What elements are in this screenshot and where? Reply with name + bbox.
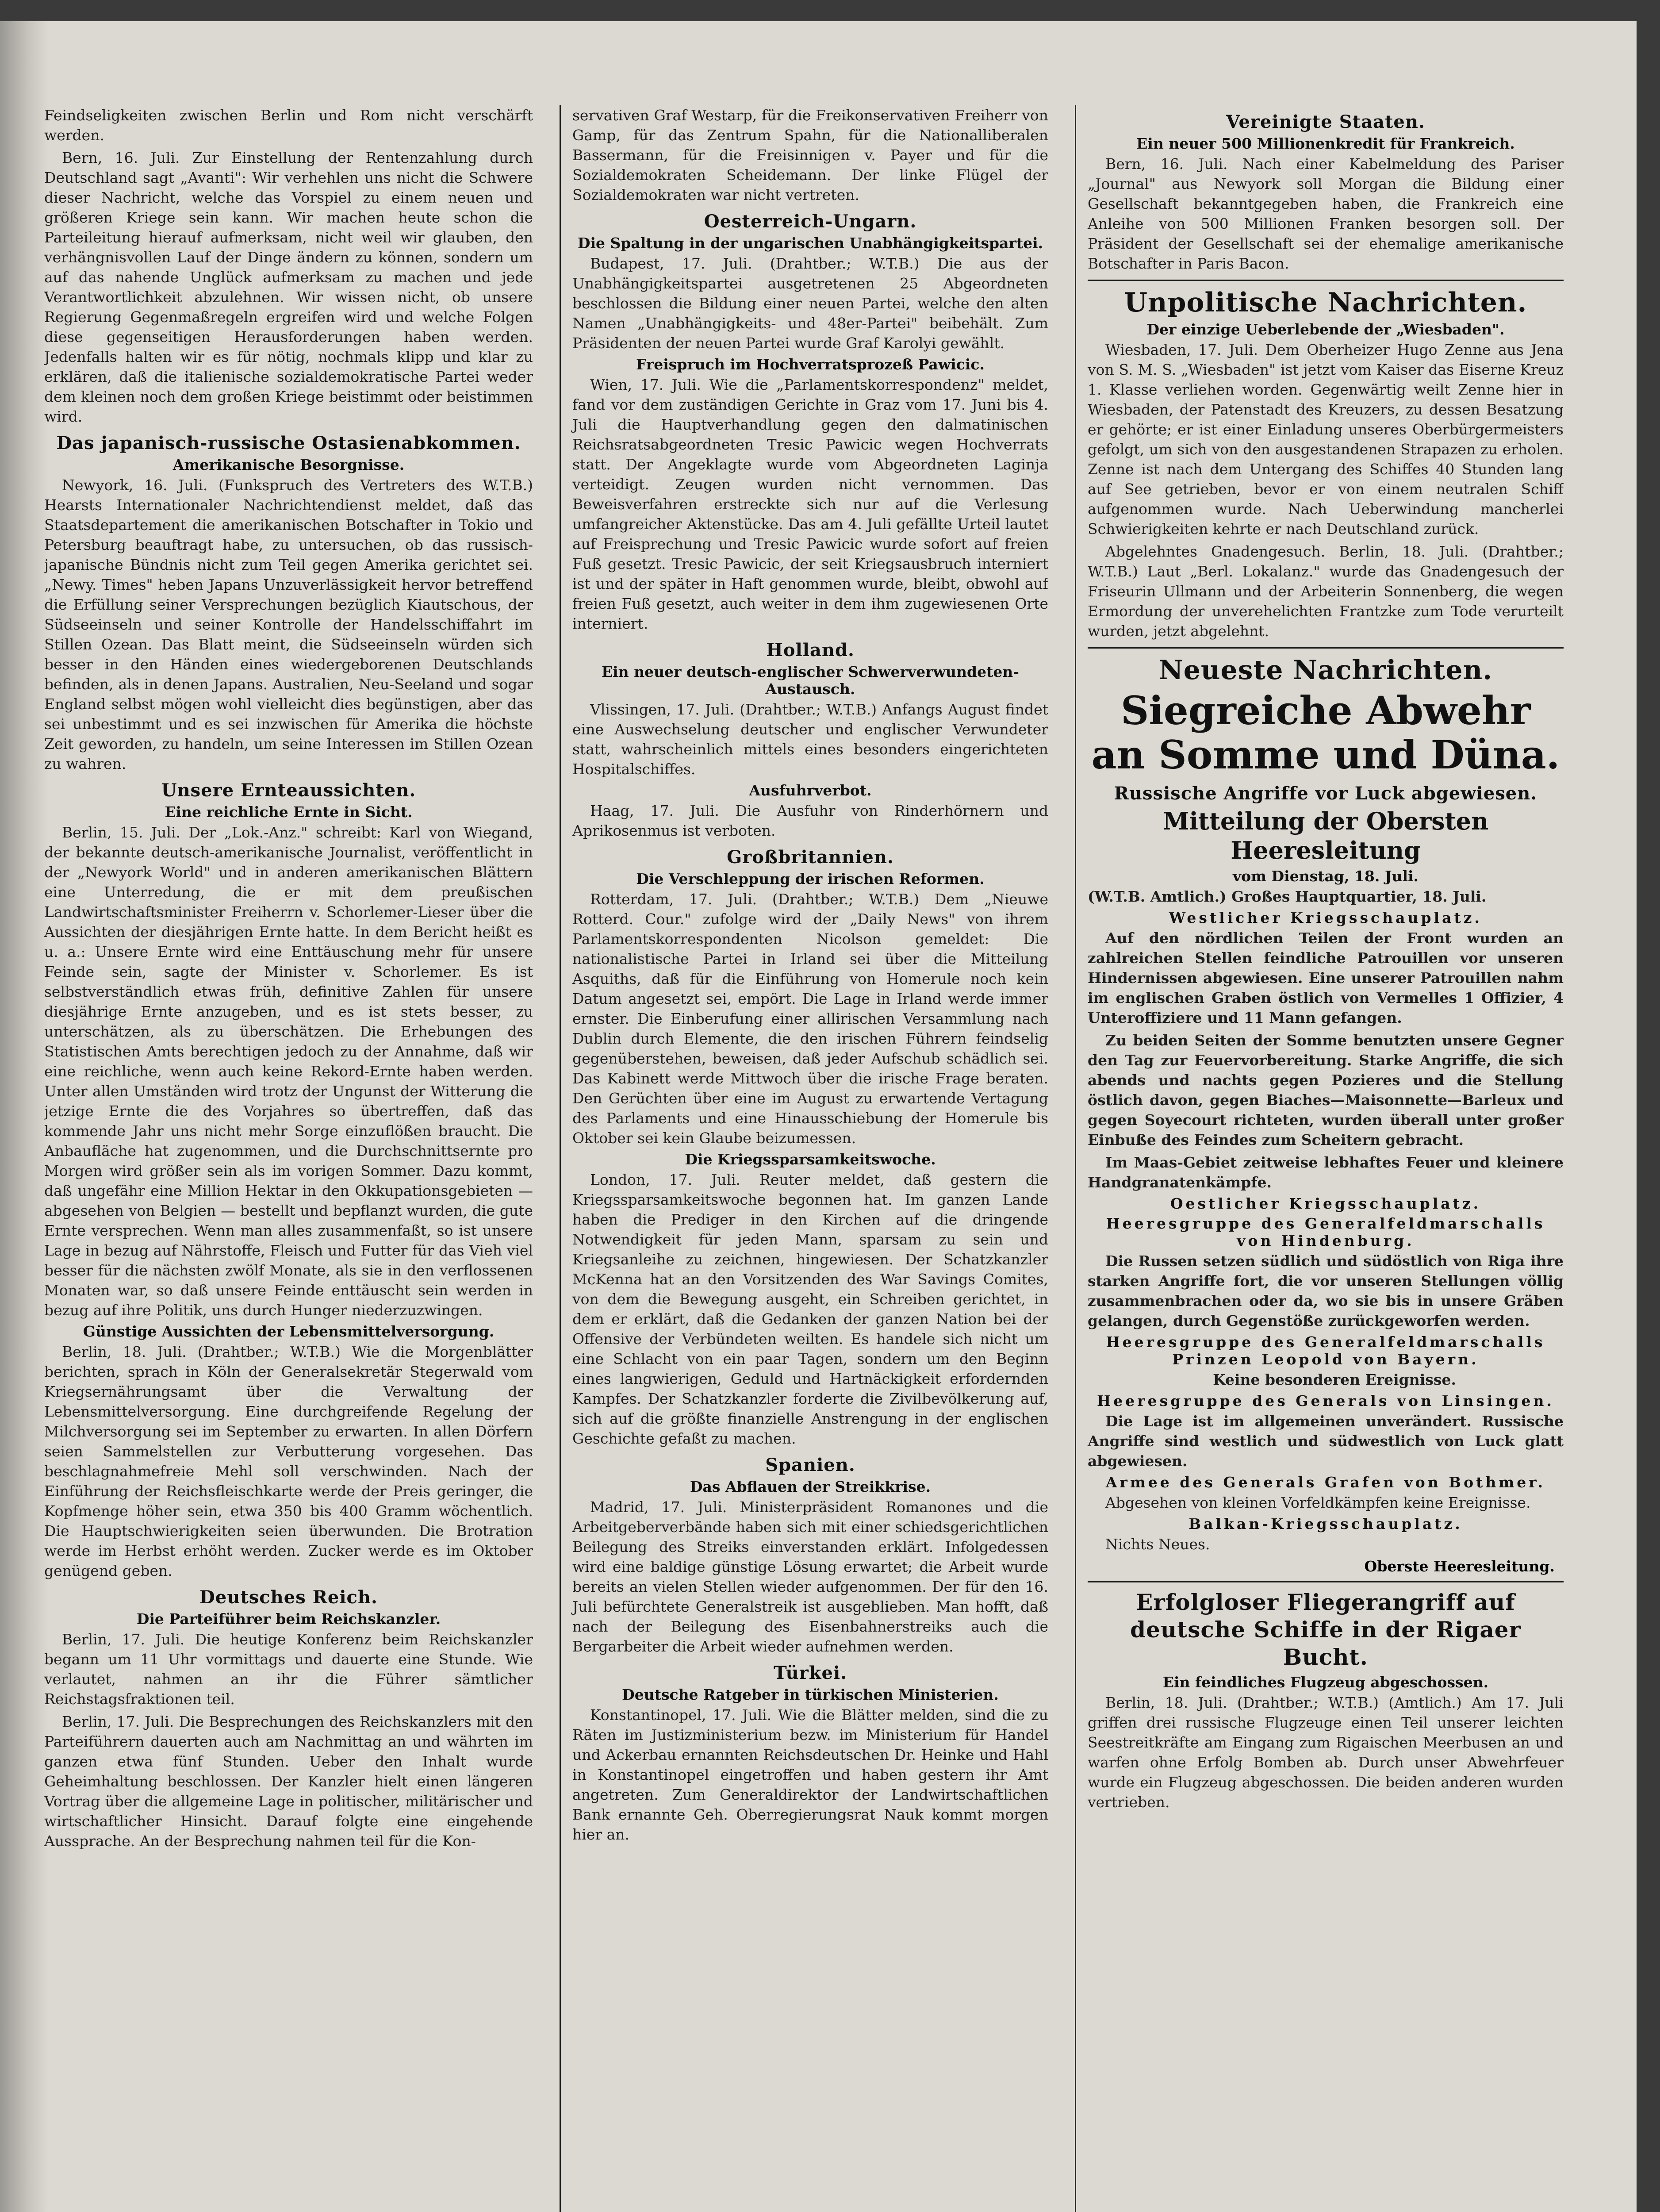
subheading: Ein feindliches Flugzeug abgeschossen. [1162, 1674, 1489, 1691]
article-paragraph: Feindseligkeiten zwischen Berlin und Rom nicht verschärft werden. [44, 107, 533, 144]
article-paragraph: London, 17. Juli. Reuter meldet, daß gestern die Kriegssparsamkeitswoche begonnen hat. Im ganzen Lande haben die Prediger in den Kirchen auf die dringende Notwendigkeit für jeden Mann, sparsam zu sein und Kriegsanleihe zu zeichnen, hingewiesen. Der Schatzkanzler McKenna hat an den Vorsitzenden des War Savings Comites, von dem die Bewegung ausgeht, ein Schreiben gerichtet, in dem er erklärt, daß die Gedanken der ganzen Nation bei der Offensive der Verbündeten weilten. Es handele sich nicht um eine Schlacht von ein paar Tagen, sondern um den Beginn eines langwierigen, Geduld und Hartnäckigkeit erfordernden Kampfes. Der Schatzkanzler forderte die Zivilbevölkerung auf, sich auf die größte finanzielle Anstrengung in der englischen Geschichte gefaßt zu machen. [572, 1171, 1048, 1447]
article-paragraph: Die Lage ist im allgemeinen unverändert. Russische Angriffe sind westlich und südwestlich von Luck glatt abgewiesen. [1088, 1413, 1564, 1470]
divider [1088, 280, 1564, 281]
subheading: Amerikanische Besorgnisse. [173, 456, 405, 473]
section-heading: Unpolitische Nachrichten. [1124, 287, 1527, 318]
signoff: Oberste Heeresleitung. [1364, 1558, 1555, 1575]
section-heading: Türkei. [773, 1663, 847, 1683]
subheading: Die Kriegssparsamkeitswoche. [685, 1151, 936, 1168]
divider [1088, 1581, 1564, 1582]
section-heading: Spanien. [765, 1455, 855, 1475]
subheading: Heeresgruppe des Generalfeldmarschalls von Hindenburg. [1106, 1215, 1545, 1249]
section-heading: Holland. [766, 640, 855, 661]
columns [44, 105, 1601, 2212]
column-3 [1075, 105, 1564, 2212]
article-paragraph: Madrid, 17. Juli. Ministerpräsident Romanones und die Arbeitgeberverbände haben sich mit einer schiedsgerichtlichen Beilegung des Streiks einverstanden erklärt. Infolgedessen wird eine baldige günstige Lösung erwartet; die Arbeit wurde bereits an vielen Stellen wieder aufgenommen. Der für den 16. Juli befürchtete Generalstreik ist ausgeblieben. Man hofft, daß nach der Beilegung des Eisenbahnerstreiks auch die Bergarbeiter die Arbeit wieder aufnehmen werden. [572, 1498, 1048, 1655]
section-heading: Das japanisch-russische Ostasienabkommen. [56, 433, 521, 453]
article-paragraph: Budapest, 17. Juli. (Drahtber.; W.T.B.) Die aus der Unabhängigkeitspartei ausgetretenen 25 Abgeordneten beschlossen die Bildung einer neuen Partei, welche den alten Namen „Unabhängigkeits- und 48er-Partei" beibehält. Zum Präsidenten der neuen Partei wurde Graf Karolyi gewählt. [572, 255, 1048, 352]
article-paragraph: Nichts Neues. [1105, 1536, 1210, 1553]
article-paragraph: Auf den nördlichen Teilen der Front wurden an zahlreichen Stellen feindliche Patrouillen vor unseren Hindernissen abgewiesen. Eine unserer Patrouillen nahm im englischen Graben östlich von Vermelles 1 Offizier, 4 Unteroffiziere und 11 Mann gefangen. [1088, 929, 1564, 1026]
article-paragraph: Abgelehntes Gnadengesuch. Berlin, 18. Juli. (Drahtber.; W.T.B.) Laut „Berl. Lokalanz." wurde das Gnadengesuch der Friseurin Ullmann und der Arbeiterin Sonnenberg, die wegen Ermordung der unverehelichten Frantzke zum Tode verurteilt wurden, jetzt abgelehnt. [1088, 543, 1564, 640]
newspaper-page [0, 21, 1637, 2212]
article-paragraph: Berlin, 17. Juli. Die Besprechungen des Reichskanzlers mit den Parteiführern dauerten auch am Nachmittag an und währten im ganzen etwa fünf Stunden. Ueber den Inhalt wurde Geheimhaltung beschlossen. Der Kanzler hielt einen längeren Vortrag über die allgemeine Lage in politischer, militärischer und wirtschaftlicher Hinsicht. Darauf folgte eine eingehende Aussprache. An der Besprechung nahmen teil für die Kon- [44, 1713, 533, 1850]
subheading: Günstige Aussichten der Lebensmittelversorgung. [83, 1323, 495, 1340]
subheading: Die Verschleppung der irischen Reformen. [636, 870, 985, 887]
report-date: vom Dienstag, 18. Juli. [1232, 868, 1419, 885]
article-paragraph: Im Maas-Gebiet zeitweise lebhaftes Feuer und kleinere Handgranatenkämpfe. [1088, 1154, 1564, 1191]
article-paragraph: Die Russen setzen südlich und südöstlich von Riga ihre starken Angriffe fort, die vor unseren Stellungen völlig zusammenbrachen oder da, wo sie bis in unsere Gräben gelangen, durch Gegenstöße zurückgeworfen werden. [1088, 1252, 1564, 1329]
section-heading: Vereinigte Staaten. [1226, 111, 1425, 132]
subheading: Ausfuhrverbot. [749, 782, 872, 799]
article-paragraph: Bern, 16. Juli. Nach einer Kabelmeldung des Pariser „Journal" aus Newyork soll Morgan die Bildung einer Gesellschaft bekanntgegeben haben, die Frankreich eine Anleihe von 500 Millionen Franken besorgen soll. Der Präsident der Gesellschaft sei der ehemalige amerikanische Botschafter in Paris Bacon. [1088, 155, 1564, 272]
article-paragraph: Wiesbaden, 17. Juli. Dem Oberheizer Hugo Zenne aus Jena von S. M. S. „Wiesbaden" ist jetzt vom Kaiser das Eiserne Kreuz 1. Klasse verliehen worden. Gegenwärtig weilt Zenne hier in Wiesbaden, der Patenstadt des Kreuzers, zu dessen Besatzung er gehörte; er ist einer Einladung unseres Oberbürgermeisters gefolgt, um sich von den ausgestandenen Strapazen zu erholen. Zenne ist nach dem Untergang des Schiffes 40 Stunden lang auf See getrieben, bevor er von einem neutralen Schiff aufgenommen wurde. Nach Ueberwindung mancherlei Schwierigkeiten kehrte er nach Deutschland zurück. [1088, 341, 1564, 538]
article-paragraph: Abgesehen von kleinen Vorfeldkämpfen keine Ereignisse. [1105, 1494, 1531, 1511]
article-paragraph: servativen Graf Westarp, für die Freikonservativen Freiherr von Gamp, für das Zentrum Spahn, für die Nationalliberalen Bassermann, für die Freisinnigen v. Payer und für die Sozialdemokraten Scheidemann. Der linke Flügel der Sozialdemokraten war nicht vertreten. [572, 107, 1048, 204]
page-binding-shadow [0, 21, 49, 2212]
article-paragraph: Berlin, 18. Juli. (Drahtber.; W.T.B.) (Amtlich.) Am 17. Juli griffen drei russische Flugzeuge einen Teil unserer leichten Seestreitkräfte am Eingang zum Rigaischen Meerbusen an und warfen ohne Erfolg Bomben ab. Durch unser Abwehrfeuer wurde ein Flugzeug abgeschossen. Die beiden anderen wurden vertrieben. [1088, 1694, 1564, 1811]
subheading: Deutsche Ratgeber in türkischen Ministerien. [622, 1686, 999, 1703]
article-paragraph: Konstantinopel, 17. Juli. Wie die Blätter melden, sind die zu Räten im Justizministerium bezw. im Ministerium für Handel und Ackerbau ernannten Reichsdeutschen Dr. Heinke und Hahl in Konstantinopel eingetroffen und haben gestern ihr Amt angetreten. Zum Generaldirektor der Landwirtschaftlichen Bank ernannte Geh. Oberregierungsrat Nauk kommt morgen hier an. [572, 1706, 1048, 1843]
article-paragraph: Wien, 17. Juli. Wie die „Parlamentskorrespondenz" meldet, fand vor dem zuständigen Gerichte in Graz vom 17. Juni bis 4. Juli die Hauptverhandlung gegen den dalmatinischen Reichsratsabgeordneten Tresic Pawicic wegen Hochverrats statt. Der Angeklagte wurde vom Abgeordneten Laginja verteidigt. Zeugen wurden nicht vernommen. Das Beweisverfahren erstreckte sich nur auf die Verlesung umfangreicher Aktenstücke. Das am 4. Juli gefällte Urteil lautet auf Freisprechung und Tresic Pawicic wurde sofort auf freien Fuß gesetzt. Tresic Pawicic, der seit Kriegsausbruch interniert ist und der später in Haft genommen wurde, bleibt, obwohl auf freien Fuß gesetzt, auch weiter in dem ihm zugewiesenen Orte interniert. [572, 376, 1048, 632]
column-1 [44, 105, 533, 2212]
article-paragraph: Vlissingen, 17. Juli. (Drahtber.; W.T.B.) Anfangs August findet eine Auswechselung deutscher und englischer Verwundeter statt, wahrscheinlich mittels eines besonders eingerichteten Hospitalschiffes. [572, 701, 1048, 778]
subheading: Die Parteiführer beim Reichskanzler. [136, 1610, 441, 1628]
section-heading: Großbritannien. [727, 847, 894, 868]
article-paragraph: Zu beiden Seiten der Somme benutzten unsere Gegner den Tag zur Feuervorbereitung. Starke Angriffe, die sich abends und nachts gegen Pozieres und die Stellung östlich davon, gegen Biaches—Maisonnette—Barleux und gegen Soyecourt richteten, wurden überall unter großer Einbuße des Feindes zum Scheitern gebracht. [1088, 1032, 1564, 1148]
subheading: Die Spaltung in der ungarischen Unabhängigkeitspartei. [577, 234, 1043, 252]
section-heading: Neueste Nachrichten. [1158, 655, 1493, 686]
subheading: Heeresgruppe des Generalfeldmarschalls Prinzen Leopold von Bayern. [1106, 1333, 1545, 1368]
subheading: Balkan-Kriegsschauplatz. [1188, 1515, 1463, 1532]
section-heading: Erfolgloser Fliegerangriff auf deutsche Schiffe in der Rigaer Bucht. [1130, 1589, 1521, 1670]
dateline: (W.T.B. Amtlich.) Großes Hauptquartier, 18. Juli. [1088, 888, 1487, 905]
section-heading: Oesterreich-Ungarn. [704, 211, 917, 232]
article-paragraph: Berlin, 17. Juli. Die heutige Konferenz beim Reichskanzler begann um 11 Uhr vormittags und dauerte eine Stunde. Wie verlautet, nahmen an ihr die Führer sämtlicher Reichstagsfraktionen teil. [44, 1631, 533, 1708]
report-title: Mitteilung der Obersten Heeresleitung [1162, 807, 1489, 864]
headline: Siegreiche Abwehr an Somme und Düna. [1091, 687, 1560, 778]
section-heading: Deutsches Reich. [199, 1587, 378, 1608]
article-paragraph: Berlin, 18. Juli. (Drahtber.; W.T.B.) Wie die Morgenblätter berichten, sprach in Köln der Generalsekretär Stegerwald vom Kriegsernährungsamt über die Verwaltung der Lebensmittelversorgung. Eine durchgreifende Regelung der Milchversorgung sei im September zu erwarten. In allen Dörfern seien Sammelstellen zur Verbutterung vorgesehen. Das beschlagnahmefreie Mehl soll verschwinden. Nach der Einführung der Reichsfleischkarte werde der Preis geringer, die Kopfmenge höher sein, etwa 350 bis 400 Gramm wöchentlich. Die Hauptschwierigkeiten seien überwunden. Die Brotration werde im Herbst erhöht werden. Zucker werde es im Oktober genügend geben. [44, 1343, 533, 1579]
article-paragraph: Keine besonderen Ereignisse. [1213, 1371, 1456, 1388]
divider [1088, 647, 1564, 649]
column-2 [560, 105, 1048, 2212]
subheading: Westlicher Kriegsschauplatz. [1169, 909, 1482, 926]
article-paragraph: Newyork, 16. Juli. (Funkspruch des Vertreters des W.T.B.) Hearsts Internationaler Nachrichtendienst meldet, daß das Staatsdepartement die amerikanischen Botschafter in Tokio und Petersburg beauftragt habe, zu untersuchen, ob das russisch-japanische Bündnis nicht zum Teil gegen Amerika gerichtet sei. „Newy. Times" heben Japans Unzuverlässigkeit hervor betreffend die Erfüllung seiner Versprechungen bezüglich Kiautschous, der Südseeinseln und seiner Kontrolle der Handelsschiffahrt im Stillen Ozean. Das Blatt meint, die Südseeinseln würden sich besser in den Händen eines wiedergeborenen Deutschlands befinden, als in denen Japans. Australien, Neu-Seeland und sogar England selbst mögen wohl vielleicht dies begünstigen, aber das sei unbestimmt und es sei inzwischen für Amerika die höchste Zeit geworden, zu handeln, um seine Interessen im Stillen Ozean zu wahren. [44, 476, 533, 772]
subheading: Ein neuer deutsch-englischer Schwerverwundeten-Austausch. [601, 663, 1019, 698]
section-heading: Unsere Ernteaussichten. [161, 780, 416, 801]
subheading: Der einzige Ueberlebende der „Wiesbaden". [1146, 321, 1505, 338]
article-paragraph: Rotterdam, 17. Juli. (Drahtber.; W.T.B.) Dem „Nieuwe Rotterd. Cour." zufolge wird der „Daily News" von ihrem Parlamentskorrespondenten Nicolson gemeldet: Die nationalistische Partei in Irland sei über die Mitteilung Asquiths, daß für die Einführung von Homerule noch kein Datum angesetzt sei, empört. Die Lage in Irland werde immer ernster. Die Einberufung einer allirischen Versammlung nach Dublin durch Elemente, die den irischen Führern feindselig gegenüberstehen, beweisen, daß jeder Aufschub schädlich sei. Das Kabinett werde Mittwoch über die irische Frage beraten. Den Gerüchten über eine im August zu erwartende Vertagung des Parlaments und eine Hinausschiebung der Homerule bis Oktober sei kein Glaube beizumessen. [572, 891, 1048, 1147]
article-paragraph: Berlin, 15. Juli. Der „Lok.-Anz." schreibt: Karl von Wiegand, der bekannte deutsch-amerikanische Journalist, veröffentlicht in der „Newyork World" und in anderen amerikanischen Blättern eine Unterredung, die er mit dem preußischen Landwirtschaftsminister Freiherrn v. Schorlemer-Lieser über die Aussichten der diesjährigen Ernte hatte. In dem Bericht heißt es u. a.: Unsere Ernte wird eine Enttäuschung mehr für unsere Feinde sein, sagte der Minister v. Schorlemer. Es ist selbstverständlich etwas früh, definitive Zahlen für unsere diesjährige Ernte anzugeben, und es ist stets besser, zu unterschätzen, als zu überschätzen. Die Erhebungen des Statistischen Amts berechtigen jedoch zu der Annahme, daß wir eine reichliche, wenn auch keine Rekord-Ernte haben werden. Unter allen Umständen wird trotz der Ungunst der Witterung die jetzige Ernte die des Vorjahres so übertreffen, daß das kommende Jahr uns nicht mehr Sorge einzuflößen braucht. Die Anbaufläche hat zugenommen, und die Durchschnittsernte pro Morgen wird größer sein als im vorigen Sommer. Dazu kommt, daß ungefähr eine Million Hektar in den Okkupationsgebieten — abgesehen von Belgien — bestellt und bepflanzt wurden, die gute Ernte versprechen. Wenn man alles zusammenfaßt, so ist unsere Lage in bezug auf Nährstoffe, Fleisch und Futter für das Vieh viel besser für die nächsten zwölf Monate, als sie in den verflossenen Monaten war, so daß unsere Feinde enttäuscht sein werden in bezug auf ihre Politik, uns durch Hunger niederzuzwingen. [44, 824, 533, 1319]
subheadline: Russische Angriffe vor Luck abgewiesen. [1114, 783, 1537, 804]
subheading: Eine reichliche Ernte in Sicht. [165, 803, 413, 821]
article-paragraph: Bern, 16. Juli. Zur Einstellung der Rentenzahlung durch Deutschland sagt „Avanti": Wir verhehlen uns nicht die Schwere dieser Nachricht, welche das Vorspiel zu einem neuen und größeren Kriege sein kann. Wir machen heute schon die Parteileitung hierauf aufmerksam, nicht weil wir glauben, den verhängnisvollen Lauf der Dinge ändern zu können, sondern um auf das nahende Unglück aufmerksam zu machen und jede Verantwortlichkeit abzulehnen. Wir wissen nicht, ob unsere Regierung Gegenmaßregeln ergreifen wird und welche Folgen diese gegenseitigen Herausforderungen haben werden. Jedenfalls halten wir es für nötig, nochmals klipp und klar zu erklären, daß die italienische sozialdemokratische Partei weder dem kleinen noch dem großen Kriege beistimmt oder beistimmen wird. [44, 149, 533, 425]
article-paragraph: Haag, 17. Juli. Die Ausfuhr von Rinderhörnern und Aprikosenmus ist verboten. [572, 802, 1048, 839]
subheading: Heeresgruppe des Generals von Linsingen. [1097, 1392, 1554, 1409]
subheading: Ein neuer 500 Millionenkredit für Frankreich. [1136, 135, 1515, 152]
subheading: Armee des Generals Grafen von Bothmer. [1105, 1474, 1546, 1491]
subheading: Das Abflauen der Streikkrise. [690, 1478, 931, 1495]
subheading: Freispruch im Hochverratsprozeß Pawicic. [636, 356, 985, 373]
subheading: Oestlicher Kriegsschauplatz. [1170, 1195, 1481, 1212]
